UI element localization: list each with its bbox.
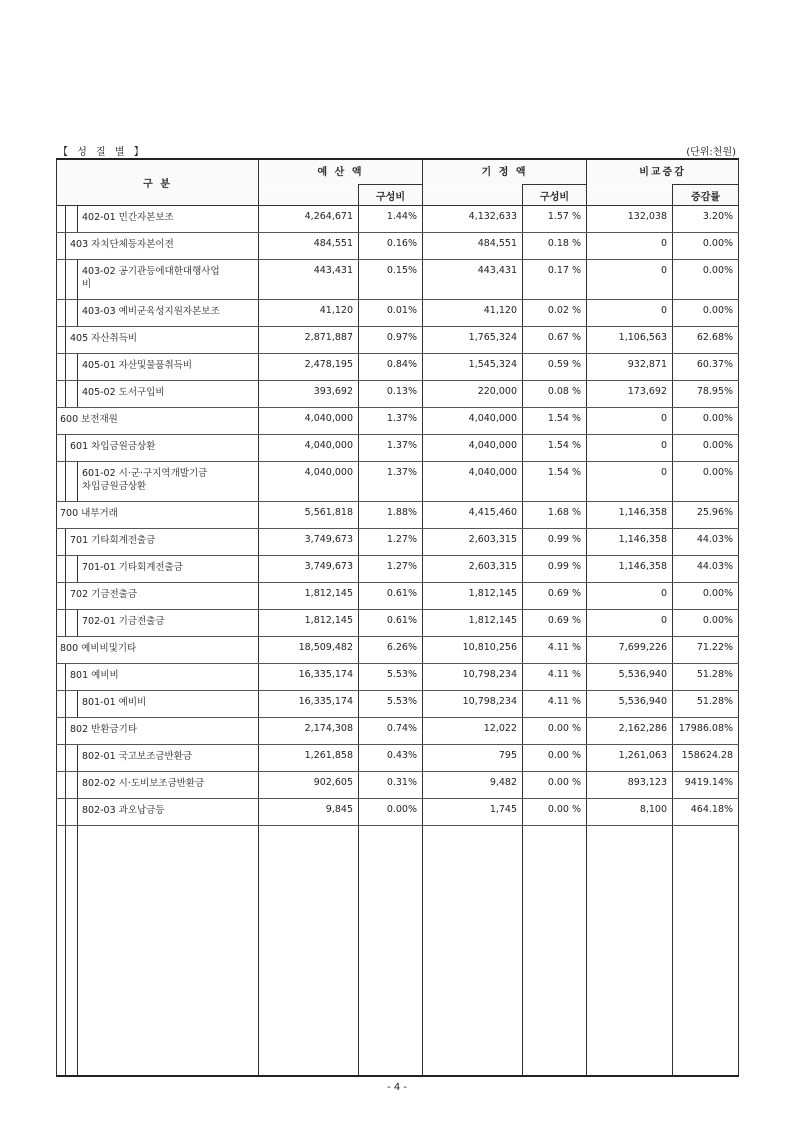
row-label: 403-03 예비군육성지원자본보조	[82, 306, 220, 317]
budget-cell: 484,551	[259, 233, 359, 260]
table-row	[57, 637, 739, 664]
existing-cell: 1,812,145	[423, 583, 523, 610]
table-row	[57, 529, 739, 556]
table-row	[57, 233, 739, 260]
budget-ratio-cell: 0.43%	[359, 745, 423, 772]
table-row	[57, 381, 739, 408]
budget-ratio-cell: 1.88%	[359, 502, 423, 529]
budget-cell: 41,120	[259, 300, 359, 327]
diff-cell: 1,106,563	[587, 327, 673, 354]
row-label-cell	[57, 233, 259, 260]
diff-cell: 1,146,358	[587, 556, 673, 583]
header-existing: 기 정 액	[423, 159, 587, 185]
rate-cell: 158624.28	[673, 745, 739, 772]
budget-ratio-cell: 5.53%	[359, 691, 423, 718]
diff-cell: 893,123	[587, 772, 673, 799]
existing-cell: 2,603,315	[423, 556, 523, 583]
diff-cell: 1,146,358	[587, 529, 673, 556]
existing-ratio-cell: 1.54 %	[523, 435, 587, 462]
existing-cell: 1,745	[423, 799, 523, 826]
row-label: 800 예비비및기타	[60, 643, 137, 654]
diff-cell: 0	[587, 583, 673, 610]
row-label: 601 차입금원금상환	[70, 441, 156, 452]
row-label-cell	[57, 502, 259, 529]
row-label-cell	[57, 583, 259, 610]
diff-cell: 1,261,063	[587, 745, 673, 772]
row-label: 701-01 기타회계전출금	[82, 562, 183, 573]
row-label: 405-01 자산및물품취득비	[82, 360, 193, 371]
row-label-cell	[57, 664, 259, 691]
rate-cell: 0.00%	[673, 583, 739, 610]
rate-cell: 51.28%	[673, 664, 739, 691]
budget-ratio-cell: 0.74%	[359, 718, 423, 745]
existing-ratio-cell: 0.67 %	[523, 327, 587, 354]
existing-ratio-cell: 0.17 %	[523, 260, 587, 300]
header-budget: 예 산 액	[259, 159, 423, 185]
header-gubun: 구 분	[57, 159, 259, 206]
diff-cell: 0	[587, 233, 673, 260]
diff-cell: 0	[587, 300, 673, 327]
rate-cell: 51.28%	[673, 691, 739, 718]
rate-cell: 44.03%	[673, 529, 739, 556]
budget-ratio-cell: 5.53%	[359, 664, 423, 691]
row-label: 802 반환금기타	[70, 724, 138, 735]
existing-cell: 4,132,633	[423, 206, 523, 233]
budget-cell: 1,812,145	[259, 610, 359, 637]
row-label: 402-01 민간자본보조	[82, 212, 174, 223]
existing-ratio-cell: 0.59 %	[523, 354, 587, 381]
rate-cell: 17986.08%	[673, 718, 739, 745]
table-row	[57, 718, 739, 745]
row-label: 405 자산취득비	[70, 333, 138, 344]
empty-filler-row	[57, 826, 739, 1077]
budget-ratio-cell: 0.15%	[359, 260, 423, 300]
budget-ratio-cell: 0.31%	[359, 772, 423, 799]
rate-cell: 25.96%	[673, 502, 739, 529]
rate-cell: 9419.14%	[673, 772, 739, 799]
budget-cell: 443,431	[259, 260, 359, 300]
existing-ratio-cell: 0.08 %	[523, 381, 587, 408]
budget-cell: 5,561,818	[259, 502, 359, 529]
table-row	[57, 664, 739, 691]
row-label-cell	[57, 745, 259, 772]
existing-ratio-cell: 0.00 %	[523, 799, 587, 826]
budget-ratio-cell: 1.27%	[359, 556, 423, 583]
table-row	[57, 691, 739, 718]
filler-cell	[673, 826, 739, 1077]
rate-cell: 0.00%	[673, 435, 739, 462]
unit-label: (단위:천원)	[686, 147, 736, 158]
row-label-cell	[57, 327, 259, 354]
budget-cell: 2,174,308	[259, 718, 359, 745]
existing-ratio-cell: 1.68 %	[523, 502, 587, 529]
existing-ratio-cell: 0.00 %	[523, 745, 587, 772]
diff-cell: 5,536,940	[587, 691, 673, 718]
rate-cell: 44.03%	[673, 556, 739, 583]
budget-cell: 4,040,000	[259, 435, 359, 462]
table-row	[57, 583, 739, 610]
existing-cell: 443,431	[423, 260, 523, 300]
budget-cell: 18,509,482	[259, 637, 359, 664]
row-label-cell	[57, 260, 259, 300]
table-row	[57, 462, 739, 502]
rate-cell: 0.00%	[673, 462, 739, 502]
budget-ratio-cell: 0.16%	[359, 233, 423, 260]
diff-cell: 2,162,286	[587, 718, 673, 745]
budget-cell: 4,264,671	[259, 206, 359, 233]
row-label: 801-01 예비비	[82, 697, 147, 708]
page-number: - 4 -	[387, 1082, 407, 1093]
row-label-cell	[57, 556, 259, 583]
budget-ratio-cell: 1.27%	[359, 529, 423, 556]
existing-ratio-cell: 0.69 %	[523, 583, 587, 610]
table-row	[57, 327, 739, 354]
budget-ratio-cell: 1.37%	[359, 435, 423, 462]
budget-cell: 16,335,174	[259, 664, 359, 691]
existing-cell: 795	[423, 745, 523, 772]
budget-cell: 3,749,673	[259, 556, 359, 583]
table-body	[57, 206, 739, 1077]
table-row	[57, 502, 739, 529]
filler-label-cell	[57, 826, 259, 1077]
diff-cell: 5,536,940	[587, 664, 673, 691]
existing-cell: 10,798,234	[423, 664, 523, 691]
diff-cell: 0	[587, 435, 673, 462]
existing-ratio-cell: 0.02 %	[523, 300, 587, 327]
row-label: 701 기타회계전출금	[70, 535, 156, 546]
budget-ratio-cell: 1.37%	[359, 408, 423, 435]
rate-cell: 62.68%	[673, 327, 739, 354]
budget-cell: 2,871,887	[259, 327, 359, 354]
table-row	[57, 610, 739, 637]
filler-cell	[523, 826, 587, 1077]
existing-cell: 10,798,234	[423, 691, 523, 718]
row-label-cell	[57, 354, 259, 381]
budget-ratio-cell: 0.97%	[359, 327, 423, 354]
existing-ratio-cell: 4.11 %	[523, 664, 587, 691]
rate-cell: 0.00%	[673, 610, 739, 637]
row-label-cell	[57, 462, 259, 502]
existing-cell: 9,482	[423, 772, 523, 799]
rate-cell: 0.00%	[673, 408, 739, 435]
existing-cell: 1,765,324	[423, 327, 523, 354]
existing-cell: 1,545,324	[423, 354, 523, 381]
row-label: 702-01 기금전출금	[82, 616, 165, 627]
table-row	[57, 408, 739, 435]
existing-cell: 2,603,315	[423, 529, 523, 556]
existing-ratio-cell: 0.18 %	[523, 233, 587, 260]
existing-ratio-cell: 4.11 %	[523, 637, 587, 664]
budget-ratio-cell: 0.61%	[359, 583, 423, 610]
budget-cell: 1,261,858	[259, 745, 359, 772]
budget-ratio-cell: 0.00%	[359, 799, 423, 826]
diff-cell: 0	[587, 462, 673, 502]
diff-cell: 132,038	[587, 206, 673, 233]
budget-cell: 9,845	[259, 799, 359, 826]
table-row	[57, 206, 739, 233]
row-label-cell	[57, 718, 259, 745]
budget-cell: 4,040,000	[259, 408, 359, 435]
table-row	[57, 354, 739, 381]
existing-cell: 1,812,145	[423, 610, 523, 637]
rate-cell: 71.22%	[673, 637, 739, 664]
diff-cell: 8,100	[587, 799, 673, 826]
budget-ratio-cell: 6.26%	[359, 637, 423, 664]
table-row	[57, 745, 739, 772]
rate-cell: 0.00%	[673, 300, 739, 327]
row-label-cell	[57, 206, 259, 233]
budget-cell: 902,605	[259, 772, 359, 799]
row-label-cell	[57, 300, 259, 327]
row-label: 802-02 시·도비보조금반환금	[82, 778, 205, 789]
rate-cell: 0.00%	[673, 233, 739, 260]
existing-ratio-cell: 0.00 %	[523, 718, 587, 745]
filler-cell	[587, 826, 673, 1077]
diff-cell: 0	[587, 610, 673, 637]
header-diff-rate: 증감률	[673, 185, 739, 206]
rate-cell: 0.00%	[673, 260, 739, 300]
row-label: 802-01 국고보조금반환금	[82, 751, 193, 762]
header-existing-ratio: 구성비	[523, 185, 587, 206]
row-label-cell	[57, 408, 259, 435]
existing-cell: 220,000	[423, 381, 523, 408]
row-label: 403 자치단체등자본이전	[70, 239, 174, 250]
existing-ratio-cell: 4.11 %	[523, 691, 587, 718]
budget-cell: 16,335,174	[259, 691, 359, 718]
row-label: 801 예비비	[70, 670, 119, 681]
existing-cell: 10,810,256	[423, 637, 523, 664]
existing-cell: 4,040,000	[423, 462, 523, 502]
header-diff: 비교증감	[587, 159, 739, 185]
table-row	[57, 556, 739, 583]
rate-cell: 464.18%	[673, 799, 739, 826]
budget-cell: 1,812,145	[259, 583, 359, 610]
existing-ratio-cell: 0.99 %	[523, 529, 587, 556]
rate-cell: 78.95%	[673, 381, 739, 408]
budget-ratio-cell: 0.84%	[359, 354, 423, 381]
section-title: 【 성 질 별 】	[58, 147, 147, 158]
budget-cell: 3,749,673	[259, 529, 359, 556]
table-row	[57, 300, 739, 327]
existing-ratio-cell: 1.54 %	[523, 462, 587, 502]
row-label: 600 보전재원	[60, 414, 118, 425]
diff-cell: 1,146,358	[587, 502, 673, 529]
table-row	[57, 772, 739, 799]
row-label: 702 기금전출금	[70, 589, 138, 600]
filler-cell	[259, 826, 359, 1077]
existing-ratio-cell: 0.00 %	[523, 772, 587, 799]
existing-ratio-cell: 1.54 %	[523, 408, 587, 435]
existing-cell: 41,120	[423, 300, 523, 327]
existing-ratio-cell: 0.69 %	[523, 610, 587, 637]
existing-ratio-cell: 1.57 %	[523, 206, 587, 233]
budget-ratio-cell: 0.61%	[359, 610, 423, 637]
row-label: 700 내부거래	[60, 508, 118, 519]
row-label: 601-02 시·군·구지역개발기금 차입금원금상환	[82, 468, 208, 492]
budget-ratio-cell: 0.13%	[359, 381, 423, 408]
existing-ratio-cell: 0.99 %	[523, 556, 587, 583]
budget-cell: 2,478,195	[259, 354, 359, 381]
existing-cell: 12,022	[423, 718, 523, 745]
row-label-cell	[57, 435, 259, 462]
budget-ratio-cell: 1.37%	[359, 462, 423, 502]
row-label: 405-02 도서구입비	[82, 387, 165, 398]
row-label-cell	[57, 610, 259, 637]
table-row	[57, 799, 739, 826]
table-row	[57, 435, 739, 462]
rate-cell: 60.37%	[673, 354, 739, 381]
filler-cell	[423, 826, 523, 1077]
existing-cell: 484,551	[423, 233, 523, 260]
row-label-cell	[57, 691, 259, 718]
row-label-cell	[57, 637, 259, 664]
row-label-cell	[57, 529, 259, 556]
filler-cell	[359, 826, 423, 1077]
diff-cell: 0	[587, 260, 673, 300]
budget-ratio-cell: 0.01%	[359, 300, 423, 327]
existing-cell: 4,040,000	[423, 408, 523, 435]
budget-table	[56, 158, 739, 1077]
diff-cell: 932,871	[587, 354, 673, 381]
existing-cell: 4,415,460	[423, 502, 523, 529]
table-row	[57, 260, 739, 300]
row-label-cell	[57, 772, 259, 799]
rate-cell: 3.20%	[673, 206, 739, 233]
diff-cell: 7,699,226	[587, 637, 673, 664]
header-budget-ratio: 구성비	[359, 185, 423, 206]
row-label-cell	[57, 381, 259, 408]
row-label: 802-03 과오납금등	[82, 805, 165, 816]
row-label: 403-02 공기관등에대한대행사업 비	[82, 266, 220, 290]
budget-ratio-cell: 1.44%	[359, 206, 423, 233]
budget-cell: 4,040,000	[259, 462, 359, 502]
diff-cell: 173,692	[587, 381, 673, 408]
budget-cell: 393,692	[259, 381, 359, 408]
row-label-cell	[57, 799, 259, 826]
diff-cell: 0	[587, 408, 673, 435]
existing-cell: 4,040,000	[423, 435, 523, 462]
